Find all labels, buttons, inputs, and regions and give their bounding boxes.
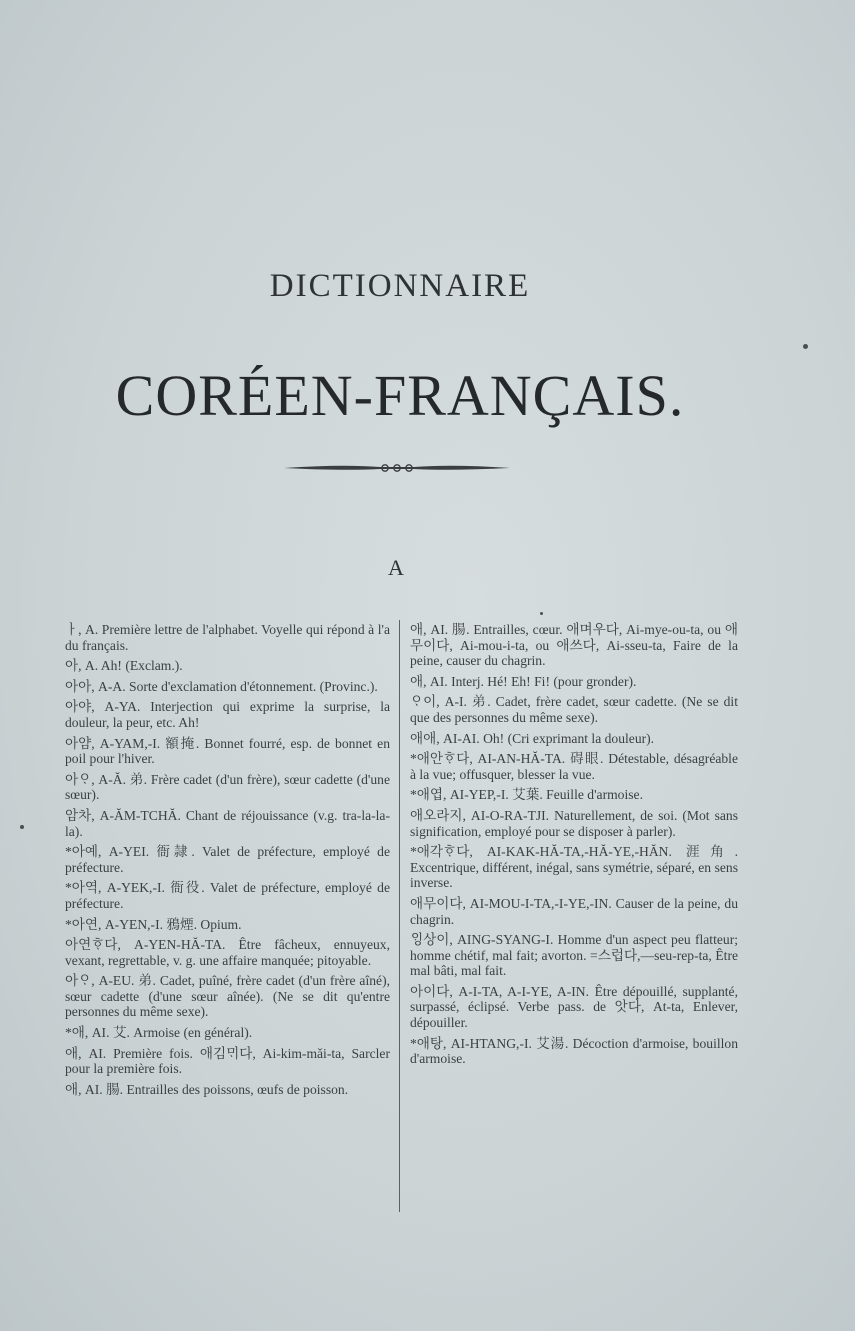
entry: 암차, A-ĂM-TCHĂ. Chant de réjouissance (v.g. tra-la-la-la). — [65, 807, 390, 839]
entry: *아예, A-YEI. 衙隷. Valet de préfecture, employé de préfecture. — [65, 844, 390, 875]
entry: 애, AI. Première fois. 애김ᄆᆡ다, Ai-kim-mǎi-ta, Sarcler pour la première fois. — [65, 1045, 390, 1077]
column-divider — [399, 620, 400, 1212]
entry: 애무이다, AI-MOU-I-TA,-I-YE,-IN. Causer de la peine, du chagrin. — [410, 895, 738, 927]
entry: ㅏ, A. Première lettre de l'alphabet. Voyelle qui répond à l'a du français. — [65, 622, 390, 653]
entry: ᄋᆞ이, A-I. 弟. Cadet, frère cadet, sœur cadette. (Ne se dit que des personnes du même sexe). — [410, 694, 738, 725]
entry: *애엽, AI-YEP,-I. 艾葉. Feuille d'armoise. — [410, 787, 643, 803]
entry: *아연, A-YEN,-I. 鴉煙. Opium. — [65, 916, 242, 932]
entry: *애각ᄒᆞ다, AI-KAK-HĂ-TA,-HĂ-YE,-HĂN. 涯角. Excentrique, différent, inégal, sans symétrie, séparé, en sens inverse. — [410, 844, 738, 891]
entry: 애오라지, AI-O-RA-TJI. Naturellement, de soi. (Mot sans signification, employé pour se disposer à parler). — [410, 807, 738, 839]
entry: 아ᄋᆞ, A-Ă. 弟. Frère cadet (d'un frère), sœur cadette (d'une sœur). — [65, 771, 390, 803]
entry: 아아, A-A. Sorte d'exclamation d'étonnement. (Provinc.). — [65, 678, 378, 694]
entry: 아이다, A-I-TA, A-I-YE, A-IN. Être dépouillé, supplanté, surpassé, éclipsé. Verbe pass. de 앗다, At-ta, Enlever, dépouiller. — [410, 983, 738, 1031]
ornamental-rule-icon — [282, 458, 512, 478]
entry: 아, A. Ah! (Exclam.). — [65, 658, 183, 674]
entry: 애, AI. 腸. Entrailles des poissons, œufs de poisson. — [65, 1081, 349, 1097]
left-column — [65, 622, 390, 1102]
paper-speck — [540, 612, 543, 615]
paper-speck — [803, 344, 808, 349]
entry: 아연ᄒᆞ다, A-YEN-HĂ-TA. Être fâcheux, ennuyeux, vexant, regrettable, v. g. une affaire manquée; pitoyable. — [65, 937, 390, 968]
entry: 아ᄋᆞ, A-EU. 弟. Cadet, puîné, frère cadet (d'un frère aîné), sœur cadette (d'une sœur aînée). (Ne se dit qu'entre personnes du même sexe). — [65, 973, 390, 1020]
paper-speck — [20, 825, 24, 829]
entry: 애, AI. Interj. Hé! Eh! Fi! (pour gronder). — [410, 673, 637, 689]
right-column — [410, 622, 738, 1072]
entry: ᄋᆡᆼ상이, AING-SYANG-I. Homme d'un aspect peu flatteur; homme chétif, mal fait; avorton. =스럽다,—seu-rep-ta, Être mal bâti, mal fait. — [410, 932, 738, 979]
title-dictionnaire: DICTIONNAIRE — [269, 268, 531, 304]
entry: *애, AI. 艾. Armoise (en général). — [65, 1025, 253, 1041]
entry: 아얌, A-YAM,-I. 額掩. Bonnet fourré, esp. de bonnet en poil pour l'hiver. — [65, 735, 390, 767]
entry: 애, AI. 腸. Entrailles, cœur. 애며우다, Ai-mye-ou-ta, ou 애무이다, Ai-mou-i-ta, ou 애쓰다, Ai-sseu-ta, Faire de la peine, causer du chagrin. — [410, 622, 738, 669]
entry: *애탕, AI-HTANG,-I. 艾湯. Décoction d'armoise, bouillon d'armoise. — [410, 1035, 738, 1067]
entry: *애안ᄒᆞ다, AI-AN-HĂ-TA. 碍眼. Détestable, désagréable à la vue; offusquer, blesser la vue. — [410, 751, 738, 782]
entry: 아야, A-YA. Interjection qui exprime la surprise, la douleur, la peur, etc. Ah! — [65, 699, 390, 730]
entry: *아역, A-YEK,-I. 衙役. Valet de préfecture, employé de préfecture. — [65, 880, 390, 911]
section-letter: A — [388, 555, 404, 580]
title-coreen-francais: CORÉEN-FRANÇAIS. — [115, 363, 685, 428]
entry: 애애, AI-AI. Oh! (Cri exprimant la douleur). — [410, 730, 655, 746]
